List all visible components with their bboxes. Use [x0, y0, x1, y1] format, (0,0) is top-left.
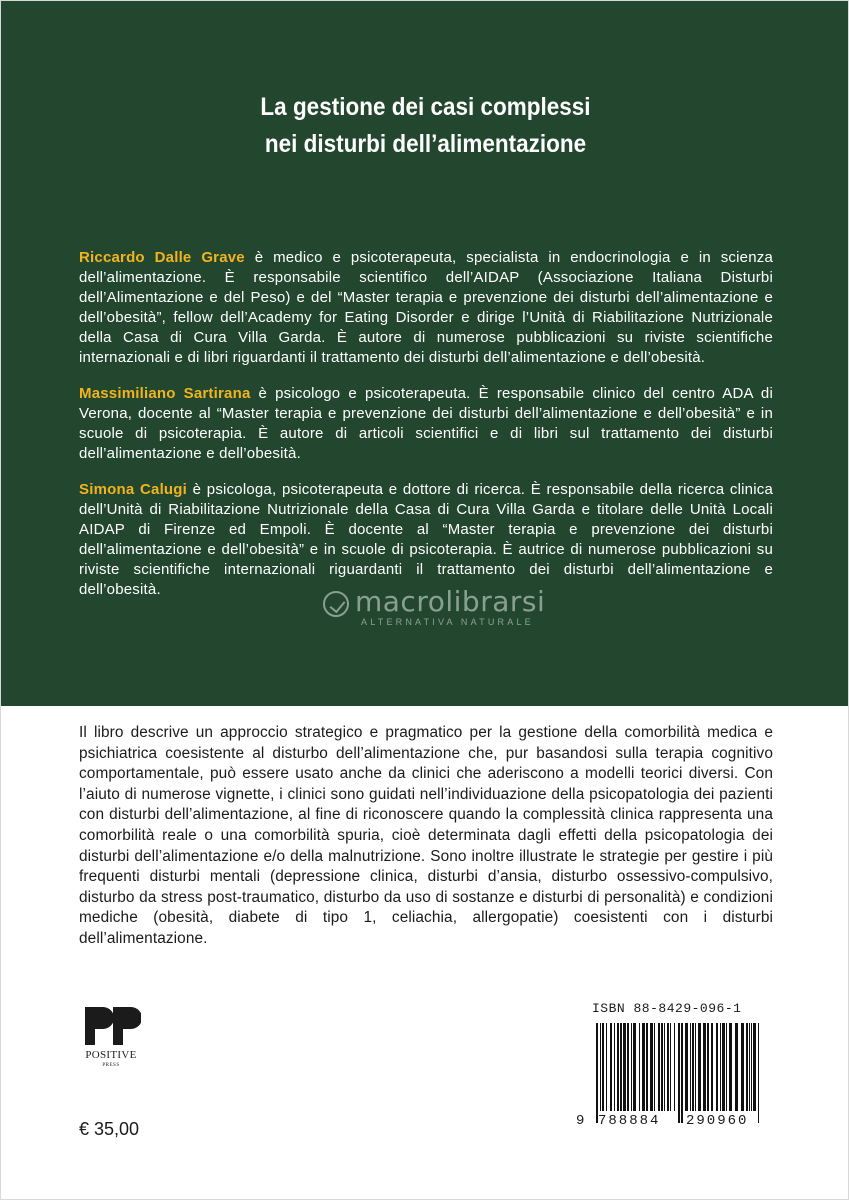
barcode-bar	[695, 1023, 696, 1111]
barcode-bar	[602, 1023, 604, 1111]
barcode-bar	[650, 1023, 653, 1111]
author-bio	[79, 248, 773, 368]
barcode-bar	[758, 1023, 759, 1123]
author-bios	[79, 248, 773, 616]
book-title-line-2: nei disturbi dell’alimentazione	[264, 130, 587, 158]
barcode-bar	[596, 1023, 598, 1123]
watermark-logo-icon	[323, 591, 349, 617]
barcode-bar	[642, 1023, 645, 1111]
barcode-bar	[681, 1023, 683, 1123]
barcode-bar	[692, 1023, 694, 1111]
author-bio-text: è psicologa, psicoterapeuta e dottore di ricerca. È responsabile della ricerca clinica dell’Unità di Riabilitazione Nutrizionale della Casa di Cura Villa Garda e titolare delle Unità Locali AIDAP di Firenze ed Empoli. È docente al “Master terapia e prevenzione dei disturbi dell’alimentazione e dell’obesità” e in scuole di psicoterapia. È autrice di numerose pubblicazioni su riviste scientifiche internazionali riguardanti il trattamento dei disturbi dell’alimentazione e dell’obesità.	[79, 481, 774, 598]
watermark-tagline: ALTERNATIVA NATURALE	[361, 617, 534, 627]
barcode-bar	[726, 1023, 727, 1111]
publisher-pp-icon	[81, 1005, 141, 1047]
watermark-brand: macrolibrarsi	[355, 585, 546, 618]
barcode-bar	[735, 1023, 738, 1111]
author-name: Simona Calugi	[79, 481, 188, 498]
author-bio	[79, 384, 773, 464]
barcode-digits-right: 290960	[686, 1113, 749, 1129]
barcode-bar	[753, 1023, 756, 1111]
barcode-bar	[670, 1023, 671, 1111]
book-description: Il libro descrive un approccio strategico e pragmatico per la gestione della comorbilità medica e psichiatrica coesistente al disturbo dell’alimentazione che, pur basandosi sulla terapia cognitivo comportamentale, può essere usato anche da clinici che aderiscono a modelli teorici diversi. Con l’aiuto di numerose vignette, i clinici sono guidati nell’individuazione della psicopatologia dei pazienti con disturbi dell’alimentazione, al fine di riconoscere quando la complessità clinica rappresenta una comorbilità reale o una comorbilità spuria, cioè determinata dagli effetti della psicopatologia dei disturbi dell’alimentazione e/o della malnutrizione. Sono inoltre illustrate le strategie per gestire i più frequenti disturbi mentali (depressione clinica, disturbi d’ansia, disturbo ossessivo-compulsivo, disturbo da stress post-traumatico, disturbo da uso di sostanze e disturbi di personalità) e condizioni mediche (obesità, diabete di tipo 1, celiachia, allergopatie) coesistenti con i disturbi dell’alimentazione.	[79, 724, 773, 947]
watermark	[323, 585, 583, 633]
barcode	[574, 1001, 774, 1156]
barcode-bar	[639, 1023, 640, 1111]
barcode-bar	[746, 1023, 748, 1111]
barcode-bar	[623, 1023, 626, 1111]
barcode-bar	[711, 1023, 713, 1111]
author-bio-text: è medico e psicoterapeuta, specialista in endocrinologia e in scienza dell’alimentazione. È responsabile scientifico dell’AIDAP (Associazione Italiana Disturbi dell’Alimentazione e del Peso) e del “Master terapia e prevenzione dei disturbi dell’alimentazione e dell’obesità”, fellow dell’Academy for Eating Disorder e dirige l’Unità di Riabilitazione Nutrizionale della Casa di Cura Villa Garda. È autore di numerose pubblicazioni su riviste scientifiche internazionali e di libri riguardanti il trattamento dei disturbi dell’alimentazione e dell’obesità.	[79, 249, 773, 366]
author-bio-text: è psicologo e psicoterapeuta. È responsabile clinico del centro ADA di Verona, docente al “Master terapia e prevenzione dei disturbi dell’alimentazione e dell’obesità” e in scuole di psicoterapia. È autore di articoli scientifici e di libri sul trattamento dei disturbi dell’alimentazione e dell’obesità.	[79, 385, 774, 462]
barcode-bar	[617, 1023, 619, 1111]
barcode-bar	[707, 1023, 709, 1111]
publisher-sub: PRESS	[102, 1063, 120, 1068]
barcode-bar	[610, 1023, 612, 1111]
barcode-bar	[606, 1023, 607, 1111]
barcode-bar	[720, 1023, 721, 1111]
barcode-bar	[729, 1023, 732, 1111]
barcode-bars	[586, 1023, 772, 1127]
barcode-bar	[661, 1023, 663, 1111]
price: € 35,00	[79, 1119, 140, 1139]
author-name: Riccardo Dalle Grave	[79, 249, 245, 266]
barcode-bar	[698, 1023, 701, 1111]
barcode-bar	[678, 1023, 680, 1123]
publisher-name: POSITIVE	[85, 1049, 137, 1061]
barcode-bar	[722, 1023, 725, 1111]
barcode-bar	[716, 1023, 718, 1111]
barcode-bar	[600, 1023, 601, 1111]
book-title	[43, 89, 807, 163]
barcode-bar	[664, 1023, 665, 1111]
barcode-bar	[614, 1023, 615, 1111]
barcode-bar	[674, 1023, 675, 1111]
barcode-bar	[703, 1023, 706, 1111]
barcode-digit-first: 9	[576, 1113, 585, 1129]
barcode-bar	[751, 1023, 752, 1111]
barcode-bar	[658, 1023, 660, 1111]
barcode-bar	[685, 1023, 688, 1111]
barcode-bar	[620, 1023, 622, 1111]
book-title-line-1: La gestione dei casi complessi	[260, 93, 591, 121]
publisher-logo	[79, 1005, 149, 1095]
barcode-bar	[633, 1023, 636, 1111]
author-name: Massimiliano Sartirana	[79, 385, 251, 402]
barcode-bar	[667, 1023, 669, 1111]
barcode-bar	[627, 1023, 629, 1111]
barcode-bar	[646, 1023, 648, 1111]
isbn-label: ISBN 88-8429-096-1	[592, 1001, 742, 1016]
barcode-bar	[631, 1023, 632, 1111]
author-bio	[79, 480, 773, 600]
barcode-digits-left: 788884	[598, 1113, 661, 1129]
barcode-bar	[690, 1023, 691, 1111]
barcode-bar	[749, 1023, 750, 1111]
barcode-bar	[741, 1023, 744, 1111]
barcode-bar	[654, 1023, 655, 1111]
